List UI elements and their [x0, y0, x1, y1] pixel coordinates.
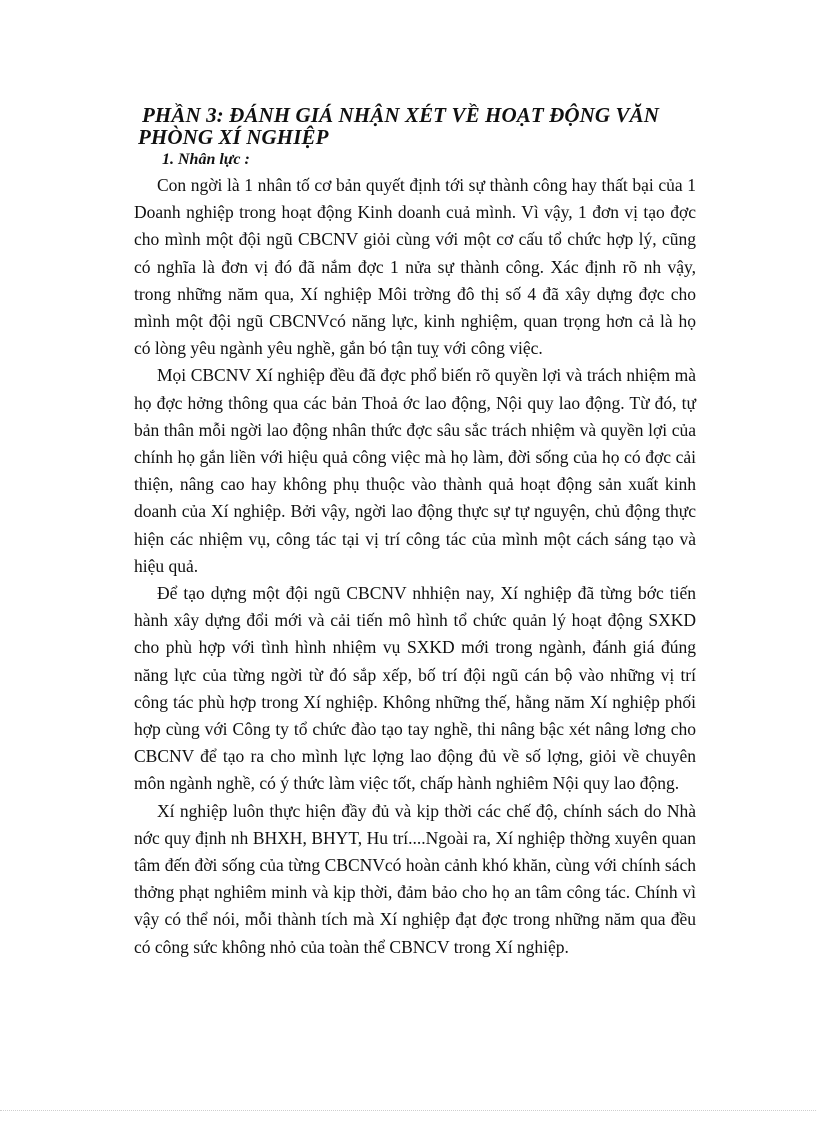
chapter-heading-line-2: PHÒNG XÍ NGHIỆP — [138, 125, 329, 149]
chapter-heading — [138, 103, 702, 149]
paragraph: Xí nghiệp luôn thực hiện đầy đủ và kịp thời các chế độ, chính sách do Nhà nớc quy định nh BHXH, BHYT, Hu trí....Ngoài ra, Xí nghiệp thờng xuyên quan tâm đến đời sống của từng CBCNVcó hoàn cảnh khó khăn, cùng với chính sách thởng phạt nghiêm minh và kịp thời, đảm bảo cho họ an tâm công tác. Chính vì vậy có thể nói, mỗi thành tích mà Xí nghiệp đạt đợc trong những năm qua đều có công sức không nhỏ của toàn thể CBNCV trong Xí nghiệp. — [134, 800, 696, 957]
page-bottom-divider — [0, 1110, 816, 1111]
paragraph: Để tạo dựng một đội ngũ CBCNV nhhiện nay, Xí nghiệp đã từng bớc tiến hành xây dựng đổi mới và cải tiến mô hình tổ chức quản lý hoạt động SXKD cho phù hợp với tình hình nhiệm vụ SXKD mới trong ngành, đánh giá đúng năng lực của từng ngời từ đó sắp xếp, bố trí đội ngũ cán bộ vào những vị trí công tác phù hợp trong Xí nghiệp. Không những thế, hằng năm Xí nghiệp phối hợp cùng với Công ty tổ chức đào tạo tay nghề, thi nâng bậc xét nâng lơng cho CBCNV để tạo ra cho mình lực lợng lao động đủ về số lợng, giỏi về chuyên môn ngành nghề, có ý thức làm việc tốt, chấp hành nghiêm Nội quy lao động. — [134, 583, 696, 794]
body-text — [134, 172, 696, 961]
section-title: 1. Nhân lực : — [162, 151, 250, 168]
paragraph: Con ngời là 1 nhân tố cơ bản quyết định tới sự thành công hay thất bại của 1 Doanh nghiệp trong hoạt động Kinh doanh cuả mình. Vì vậy, 1 đơn vị tạo đợc cho mình một đội ngũ CBCNV giỏi cùng với một cơ cấu tổ chức hợp lý, cũng có nghĩa là đơn vị đó đã nắm đợc 1 nửa sự thành công. Xác định rõ nh vậy, trong những năm qua, Xí nghiệp Môi trờng đô thị số 4 đã xây dựng đợc cho mình một đội ngũ CBCNVcó năng lực, kinh nghiệm, quan trọng hơn cả là họ có lòng yêu ngành yêu nghề, gắn bó tận tuỵ với công việc. — [134, 175, 696, 359]
chapter-heading-line-1: PHẦN 3: ĐÁNH GIÁ NHẬN XÉT VỀ HOẠT ĐỘNG VĂN — [142, 103, 659, 127]
paragraph: Mọi CBCNV Xí nghiệp đều đã đợc phổ biến rõ quyền lợi và trách nhiệm mà họ đợc hởng thông qua các bản Thoả ớc lao động, Nội quy lao động. Từ đó, tự bản thân mỗi ngời lao động nhân thức đợc sâu sắc trách nhiệm và quyền lợi của chính họ gắn liền với hiệu quả công việc mà họ làm, đời sống của họ có đợc cải thiện, nâng cao hay không phụ thuộc vào thành quả hoạt động sản xuất kinh doanh của Xí nghiệp. Bởi vậy, ngời lao động thực sự tự nguyện, chủ động thực hiện các nhiệm vụ, công tác tại vị trí công tác của mình một cách sáng tạo và hiệu quả. — [134, 365, 696, 576]
